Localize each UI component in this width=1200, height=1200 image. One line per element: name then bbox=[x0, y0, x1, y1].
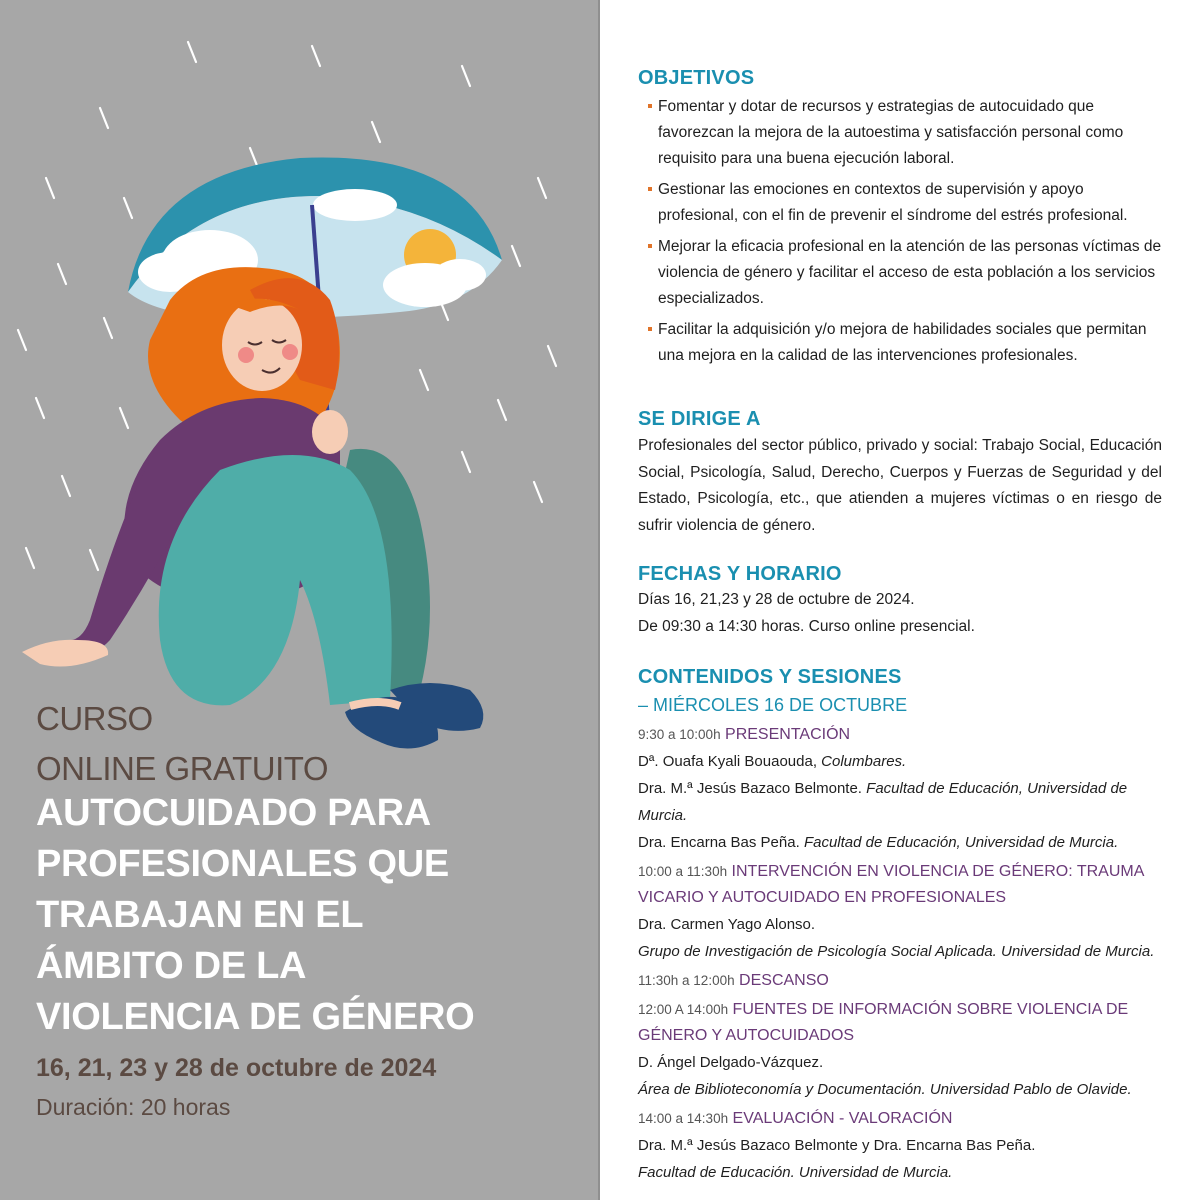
course-dates: 16, 21, 23 y 28 de octubre de 2024 bbox=[36, 1054, 437, 1082]
session-descanso bbox=[638, 968, 1162, 994]
speaker-affiliation: Facultad de Educación, Universidad de Murcia. bbox=[638, 780, 1128, 824]
cover-panel bbox=[0, 0, 598, 1200]
objetivo-item bbox=[638, 234, 1162, 312]
dirige-title: SE DIRIGE A bbox=[638, 408, 761, 430]
title-line: PROFESIONALES QUE bbox=[36, 843, 449, 885]
speaker bbox=[638, 775, 1162, 829]
speaker bbox=[638, 829, 1162, 856]
speaker bbox=[638, 748, 1162, 775]
title-line: ÁMBITO DE LA bbox=[36, 945, 307, 987]
session-title: EVALUACIÓN - VALORACIÓN bbox=[732, 1110, 953, 1127]
objetivos-list bbox=[638, 94, 1162, 369]
fechas-line: Días 16, 21,23 y 28 de octubre de 2024. bbox=[638, 591, 915, 608]
objetivos-section bbox=[638, 66, 1162, 374]
speaker-affiliation: Facultad de Educación, Universidad de Murcia. bbox=[803, 834, 1119, 851]
bullet-icon bbox=[648, 244, 652, 248]
objetivo-item bbox=[638, 317, 1162, 369]
speaker-name: Dra. Carmen Yago Alonso. bbox=[638, 916, 816, 933]
objetivo-item bbox=[638, 94, 1162, 172]
title-line: VIOLENCIA DE GÉNERO bbox=[36, 996, 475, 1038]
bullet-icon bbox=[648, 327, 652, 331]
session-time: 11:30h a 12:00h bbox=[638, 973, 735, 988]
bullet-icon bbox=[648, 104, 652, 108]
woman-umbrella-illustration bbox=[0, 0, 598, 780]
woman-figure bbox=[22, 267, 483, 748]
fechas-section bbox=[638, 562, 1162, 640]
kicker-line-2: ONLINE GRATUITO bbox=[36, 750, 328, 787]
session-day: – MIÉRCOLES 16 DE OCTUBRE bbox=[638, 695, 908, 715]
contenidos-section bbox=[638, 665, 1162, 1186]
course-title bbox=[36, 788, 576, 1043]
course-duration: Duración: 20 horas bbox=[36, 1094, 231, 1120]
speaker-affiliation: Grupo de Investigación de Psicología Social Aplicada. Universidad de Murcia. bbox=[638, 943, 1155, 960]
bullet-icon bbox=[648, 187, 652, 191]
title-line: TRABAJAN EN EL bbox=[36, 894, 364, 936]
dirige-text: Profesionales del sector público, privado y social: Trabajo Social, Educación Social, Psicología, Salud, Derecho, Cuerpos y Fuerzas de Seguridad y del Estado, Psicología, etc., que atienden a mujeres víctimas o en riesgo de sufrir violencia de género. bbox=[638, 437, 1162, 534]
session-time: 9:30 a 10:00h bbox=[638, 727, 721, 742]
objetivo-text: Mejorar la eficacia profesional en la atención de las personas víctimas de violencia de género y facilitar el acceso de esta población a los servicios especializados. bbox=[658, 238, 1162, 307]
speaker-name: D. Ángel Delgado-Vázquez. bbox=[638, 1054, 824, 1071]
session-fuentes bbox=[638, 997, 1162, 1103]
session-time: 10:00 a 11:30h bbox=[638, 864, 728, 879]
objetivo-text: Gestionar las emociones en contextos de supervisión y apoyo profesional, con el fin de prevenir el síndrome del estrés profesional. bbox=[658, 181, 1128, 224]
speaker-affiliation: Área de Biblioteconomía y Documentación. Universidad Pablo de Olavide. bbox=[638, 1081, 1132, 1098]
session-title: PRESENTACIÓN bbox=[725, 726, 851, 743]
session-time: 14:00 a 14:30h bbox=[638, 1111, 729, 1126]
kicker-line-1: CURSO bbox=[36, 700, 153, 737]
session-evaluacion bbox=[638, 1106, 1162, 1186]
session-title: FUENTES DE INFORMACIÓN SOBRE VIOLENCIA DE GÉNERO Y AUTOCUIDADOS bbox=[638, 1001, 1129, 1044]
session-presentacion bbox=[638, 722, 1162, 856]
speaker-name: Dª. Ouafa Kyali Bouaouda, bbox=[638, 753, 817, 770]
session-title: INTERVENCIÓN EN VIOLENCIA DE GÉNERO: TRAUMA VICARIO Y AUTOCUIDADO EN PROFESIONALES bbox=[638, 863, 1144, 906]
objetivo-text: Fomentar y dotar de recursos y estrategias de autocuidado que favorezcan la mejora de la autoestima y satisfacción personal como requisito para una buena ejecución laboral. bbox=[658, 98, 1124, 167]
speaker-affiliation: Columbares. bbox=[821, 753, 907, 770]
session-intervencion bbox=[638, 859, 1162, 965]
objetivo-item bbox=[638, 177, 1162, 229]
speaker-name: Dra. M.ª Jesús Bazaco Belmonte. bbox=[638, 780, 862, 797]
session-time: 12:00 A 14:00h bbox=[638, 1002, 729, 1017]
session-title: DESCANSO bbox=[739, 972, 829, 989]
course-kicker bbox=[36, 694, 328, 794]
contenidos-title: CONTENIDOS Y SESIONES bbox=[638, 666, 902, 688]
horario-line: De 09:30 a 14:30 horas. Curso online presencial. bbox=[638, 618, 975, 635]
speaker-name: Dra. Encarna Bas Peña. bbox=[638, 834, 800, 851]
fechas-title: FECHAS Y HORARIO bbox=[638, 563, 842, 585]
objetivos-title: OBJETIVOS bbox=[638, 67, 755, 89]
speaker-affiliation: Facultad de Educación. Universidad de Murcia. bbox=[638, 1164, 953, 1181]
title-line: AUTOCUIDADO PARA bbox=[36, 792, 431, 834]
objetivo-text: Facilitar la adquisición y/o mejora de habilidades sociales que permitan una mejora en la calidad de las intervenciones profesionales. bbox=[658, 321, 1147, 364]
dirige-section bbox=[638, 407, 1162, 539]
info-panel bbox=[600, 0, 1200, 1200]
speaker-name: Dra. M.ª Jesús Bazaco Belmonte y Dra. Encarna Bas Peña. bbox=[638, 1137, 1036, 1154]
